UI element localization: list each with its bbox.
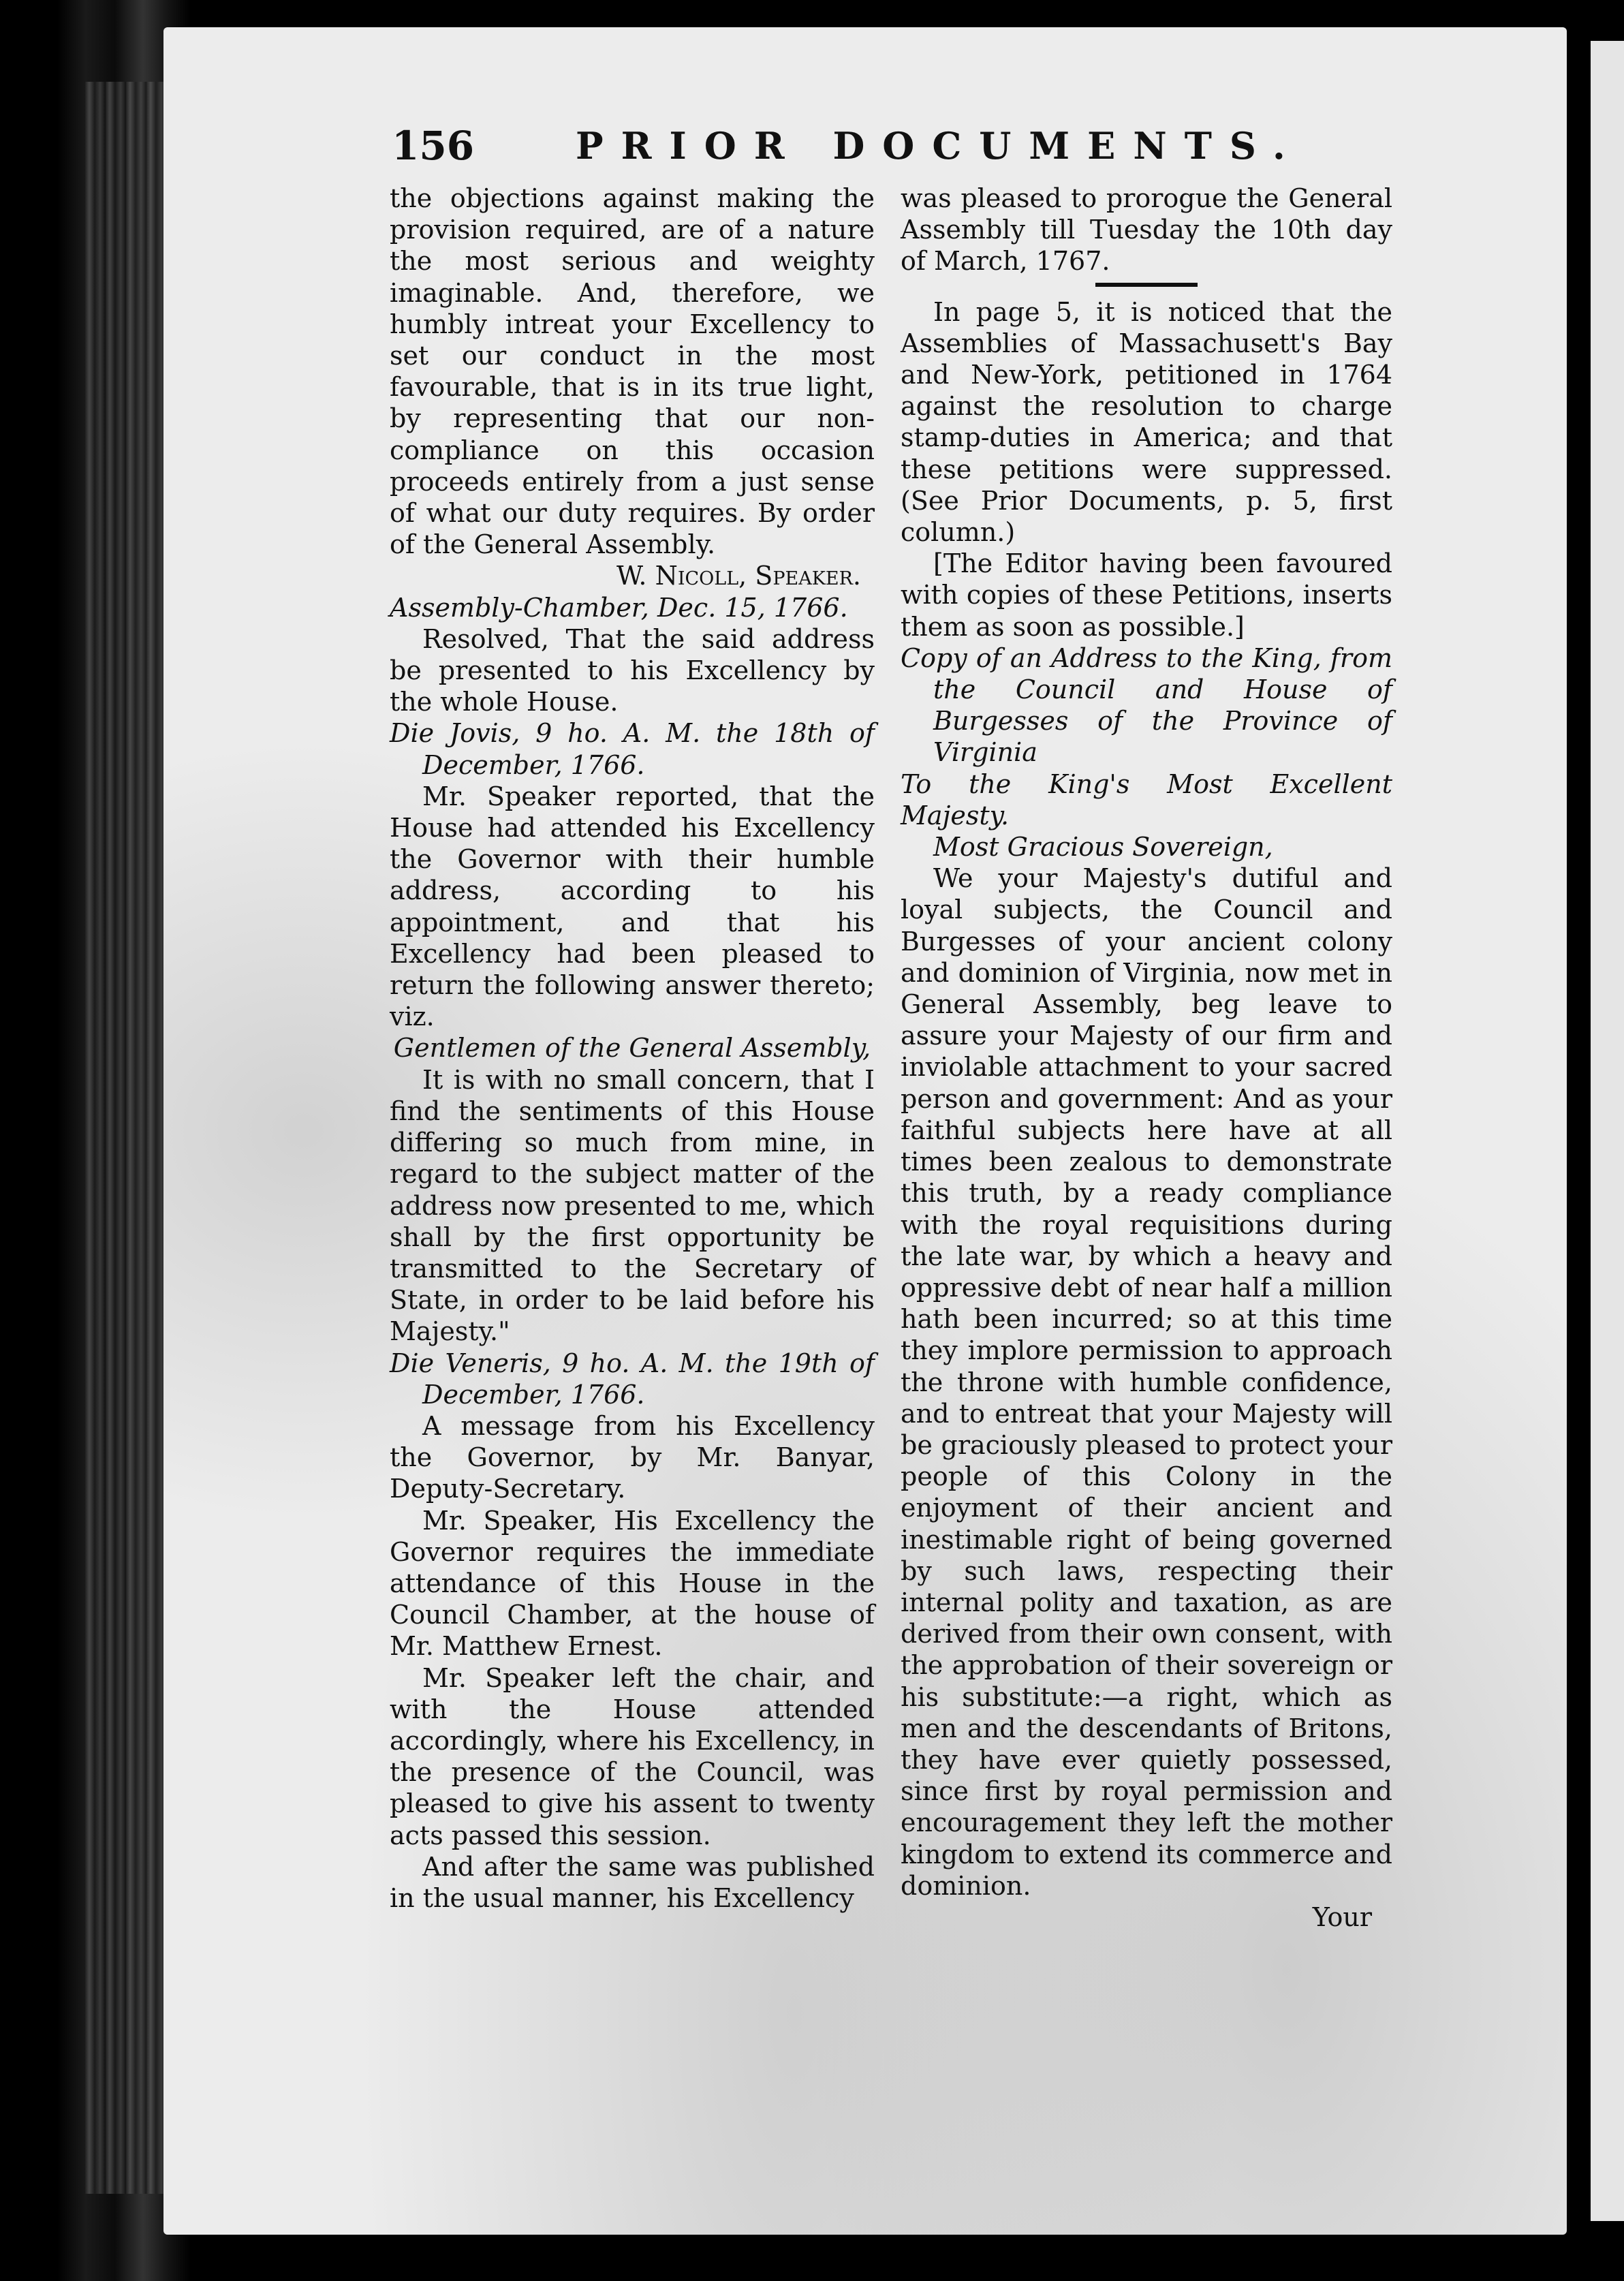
paragraph: the objections against making the provision required, are of a nature the most serious and weighty imaginable. And, therefore, we humbly intreat your Excellency to set our conduct in the most favourable, that is in its true light, by representing that our non-compliance on this occasion proceeds entirely from a just sense of what our duty requires. By order of the General Assembly. [390,183,875,560]
paragraph: Mr. Speaker left the chair, and with the House attended accordingly, where his Excellency, in the presence of the Council, was pleased to give his assent to twenty acts passed this session. [390,1662,875,1850]
page-header [392,123,1420,177]
paragraph: Mr. Speaker, His Excellency the Governor requires the immediate attendance of this House in the Council Chamber, at the house of Mr. Matthew Ernest. [390,1505,875,1662]
running-title: PRIOR DOCUMENTS. [576,124,1303,168]
left-column [390,183,875,1914]
page-gutter [1567,41,1591,2241]
catchword: Your [1312,1902,1372,1932]
paragraph: was pleased to prorogue the General Assembly till Tuesday the 10th day of March, 1767. [901,183,1392,277]
dateline: Assembly-Chamber, Dec. 15, 1766. [390,592,848,623]
paragraph: We your Majesty's dutiful and loyal subjects, the Council and Burgesses of your ancient colony and dominion of Virginia, now met in General Assembly, beg leave to assure your Majesty of our firm and inviolable attachment to your sacred person and government: And as your faithful subjects here have at all times been zealous to demonstrate this truth, by a ready compliance with the royal requisitions during the late war, by which a heavy and oppressive debt of near half a million hath been incurred; so at this time they implore permission to approach the throne with humble confidence, and to entreat that your Majesty will be graciously pleased to protect your people of this Colony in the enjoyment of their ancient and inestimable right of being governed by such laws, respecting their internal polity and taxation, as are derived from their own consent, with the approbation of their sovereign or his substitute:—a right, which as men and the descendants of Britons, they have ever quietly possessed, since first by royal permission and encouragement they left the mother kingdom to extend its commerce and dominion. [901,863,1392,1901]
address-heading: To the King's Most Excellent Majesty. [901,769,1392,831]
editor-note: [The Editor having been favoured with copies of these Petitions, inserts them as soon as possible.] [901,548,1392,642]
paragraph: Mr. Speaker reported, that the House had attended his Excellency the Governor with their humble address, according to his appointment, and that his Excellency had been pleased to return the following answer thereto; viz. [390,781,875,1032]
section-rule [1095,283,1198,287]
adjacent-page-edge [1591,41,1624,2221]
paragraph: Resolved, That the said address be presented to his Excellency by the whole House. [390,623,875,717]
session-heading: Die Veneris, 9 ho. A. M. the 19th of December, 1766. [390,1348,875,1410]
signature: W. Nicoll, Speaker. [616,561,861,591]
document-title: Copy of an Address to the King, from the Council and House of Burgesses of the Province of Virginia [901,642,1392,768]
salutation: Most Gracious Sovereign, [933,832,1273,863]
right-column [901,183,1392,1933]
paragraph: It is with no small concern, that I find the sentiments of this House differing so much from mine, in regard to the subject matter of the address now presented to me, which shall by the first opportunity be transmitted to the Secretary of State, in order to be laid before his Majesty." [390,1064,875,1347]
paragraph: A message from his Excellency the Governor, by Mr. Banyar, Deputy-Secretary. [390,1410,875,1504]
salutation: Gentlemen of the General Assembly, [393,1033,871,1064]
page-number: 156 [392,123,475,169]
paragraph: And after the same was published in the usual manner, his Excellency [390,1851,875,1913]
session-heading: Die Jovis, 9 ho. A. M. the 18th of December, 1766. [390,718,875,780]
paragraph: In page 5, it is noticed that the Assemblies of Massachusett's Bay and New-York, petitioned in 1764 against the resolution to charge stamp-duties in America; and that these petitions were suppressed. (See Prior Documents, p. 5, first column.) [901,296,1392,548]
